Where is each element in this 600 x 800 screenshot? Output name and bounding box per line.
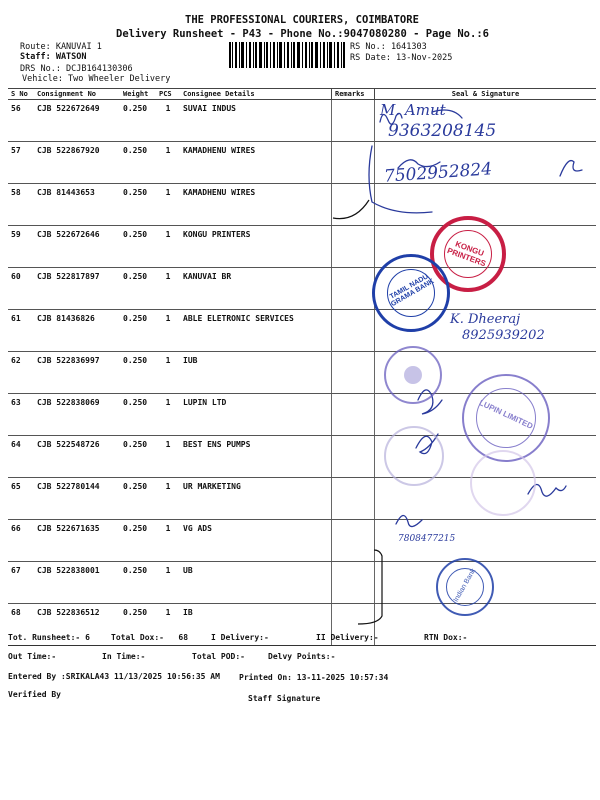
cell-weight: 0.250 [120,310,156,352]
rs-date: RS Date: 13-Nov-2025 [350,53,453,63]
cell-pcs: 1 [156,478,180,520]
cell-weight: 0.250 [120,184,156,226]
cell-sno: 67 [8,562,34,604]
cell-weight: 0.250 [120,478,156,520]
handwritten-phone-56: 9363208145 [388,121,497,141]
grama-bank-stamp [372,254,450,332]
col-consignment: Consignment No [34,89,120,100]
cell-weight: 0.250 [120,436,156,478]
cell-pcs: 1 [156,352,180,394]
cell-consignee: SUVAI INDUS [180,100,332,142]
total-pod: Total POD:- [192,652,245,661]
col-sno: S No [8,89,34,100]
cell-pcs: 1 [156,436,180,478]
rtn-dox: RTN Dox:- [424,633,468,642]
cell-consignment: CJB 522838069 [34,394,120,436]
indian-bank-text: Indian Bank [452,567,478,604]
cell-consignment: CJB 522836997 [34,352,120,394]
cell-pcs: 1 [156,604,180,646]
route: Route: KANUVAI 1 [20,42,102,52]
cell-sno: 59 [8,226,34,268]
cell-sno: 56 [8,100,34,142]
runsheet-title: Delivery Runsheet - P43 - Phone No.:9047080280 - Page No.:6 [116,28,489,40]
cell-sno: 64 [8,436,34,478]
cell-weight: 0.250 [120,520,156,562]
entered-by: Entered By :SRIKALA43 11/13/2025 10:56:35 AM [8,672,220,681]
cell-consignee: KAMADHENU WIRES [180,142,332,184]
cell-consignment: CJB 81436826 [34,310,120,352]
total-dox: Total Dox:- 68 [111,633,189,642]
cell-weight: 0.250 [120,100,156,142]
cell-sno: 68 [8,604,34,646]
handwritten-phone-57: 7502952824 [383,159,493,187]
cell-consignment: CJB 522548726 [34,436,120,478]
cell-pcs: 1 [156,394,180,436]
lupin-stamp-text: LUPIN LIMITED [477,398,535,431]
signature-mark-57 [560,161,582,176]
cell-sno: 58 [8,184,34,226]
cell-consignee: KONGU PRINTERS [180,226,332,268]
cell-weight: 0.250 [120,268,156,310]
signature-66 [396,515,422,526]
cell-consignee: VG ADS [180,520,332,562]
cell-consignment: CJB 81443653 [34,184,120,226]
cell-weight: 0.250 [120,226,156,268]
faded-seal-64 [384,426,444,486]
handwritten-phone-61: 8925939202 [462,328,545,343]
cell-consignee: BEST ENS PUMPS [180,436,332,478]
cell-consignment: CJB 522836512 [34,604,120,646]
cell-pcs: 1 [156,310,180,352]
cell-consignee: KANUVAI BR [180,268,332,310]
violet-seal-62 [384,346,442,404]
staff-signature: Staff Signature [248,694,321,703]
remarks-stroke-58 [333,200,369,219]
cell-weight: 0.250 [120,352,156,394]
col-weight: Weight [120,89,156,100]
cell-weight: 0.250 [120,604,156,646]
kongu-stamp-text: KONGU PRINTERS [445,239,487,269]
cell-weight: 0.250 [120,142,156,184]
cell-pcs: 1 [156,226,180,268]
i-delivery: I Delivery:- [211,633,269,642]
cell-consignment: CJB 522867920 [34,142,120,184]
handwritten-name-61: K. Dheeraj [450,312,521,327]
cell-pcs: 1 [156,184,180,226]
col-remarks: Remarks [332,89,375,100]
verified-by: Verified By [8,690,61,699]
handwritten-name-56: M. Amut [380,101,446,119]
ii-delivery: II Delivery:- [316,633,379,642]
bank-stamp-text: TAMIL NADU GRAMA BANK [388,273,436,309]
delvy-points: Delvy Points:- [268,652,336,661]
cell-sno: 57 [8,142,34,184]
rs-number: RS No.: 1641303 [350,42,427,52]
col-pcs: PCS [156,89,180,100]
vehicle: Vehicle: Two Wheeler Delivery [22,74,171,84]
cell-sno: 65 [8,478,34,520]
cell-pcs: 1 [156,142,180,184]
col-consignee: Consignee Details [180,89,332,100]
cell-pcs: 1 [156,268,180,310]
cell-weight: 0.250 [120,394,156,436]
cell-consignee: UR MARKETING [180,478,332,520]
cell-consignment: CJB 522671635 [34,520,120,562]
cell-sno: 60 [8,268,34,310]
staff: Staff: WATSON [20,52,87,62]
col-signature: Seal & Signature [375,89,597,100]
cell-sno: 66 [8,520,34,562]
cell-pcs: 1 [156,562,180,604]
cell-consignment: CJB 522838001 [34,562,120,604]
tot-runsheet: Tot. Runsheet:- 6 [8,633,90,642]
cell-consignment: CJB 522780144 [34,478,120,520]
drs-number: DRS No.: DCJB164130306 [20,64,133,74]
indian-bank-stamp [436,558,494,616]
company-title: THE PROFESSIONAL COURIERS, COIMBATORE [185,14,419,26]
cell-consignment: CJB 522672646 [34,226,120,268]
handwritten-phone-66: 7808477215 [398,534,456,544]
faded-seal-65 [470,450,536,516]
remarks-bracket-67 [358,550,382,624]
cell-sno: 62 [8,352,34,394]
cell-consignee: ABLE ELETRONIC SERVICES [180,310,332,352]
cell-consignee: LUPIN LTD [180,394,332,436]
cell-sno: 63 [8,394,34,436]
cell-pcs: 1 [156,520,180,562]
out-time: Out Time:- [8,652,57,661]
lupin-stamp [462,374,550,462]
cell-consignee: IUB [180,352,332,394]
cell-sno: 61 [8,310,34,352]
cell-consignment: CJB 522672649 [34,100,120,142]
printed-on: Printed On: 13-11-2025 10:57:34 [239,673,389,682]
cell-pcs: 1 [156,100,180,142]
cell-consignment: CJB 522817897 [34,268,120,310]
in-time: In Time:- [102,652,146,661]
cell-consignee: IB [180,604,332,646]
cell-consignee: KAMADHENU WIRES [180,184,332,226]
cell-consignee: UB [180,562,332,604]
cell-weight: 0.250 [120,562,156,604]
